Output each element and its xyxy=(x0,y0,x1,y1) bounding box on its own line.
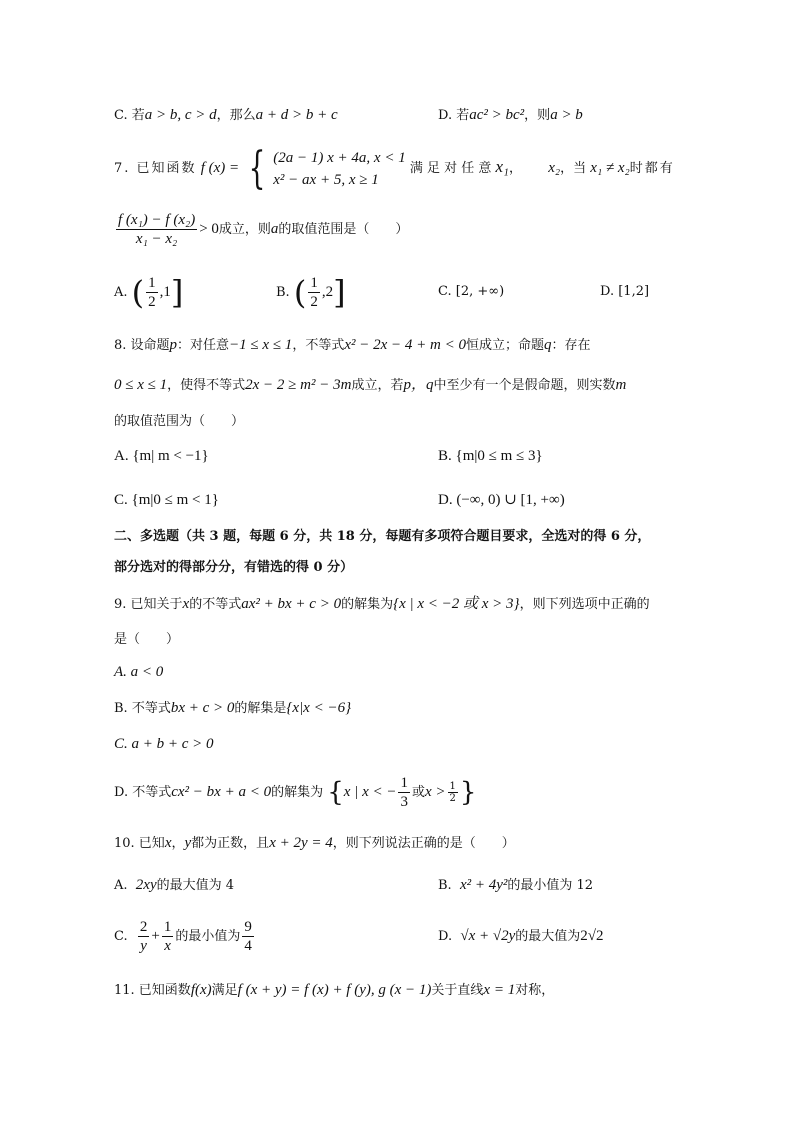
q8-option-b: B. {m|0 ≤ m ≤ 3} xyxy=(438,448,543,464)
q8-stem-line2: 0 ≤ x ≤ 1，使得不等式2x − 2 ≥ m² − 3m成立，若p，q中至少有一个是假命题，则实数m xyxy=(114,377,627,393)
q8-stem-line3: 的取值范围为（ ） xyxy=(114,414,245,429)
section2-heading-line1: 二、多选题（共 3 题，每题 6 分，共 18 分，每题有多项符合题目要求，全选对的得 6 分， xyxy=(114,529,651,544)
q9-option-c: C. a + b + c > 0 xyxy=(114,736,214,752)
q6-option-c: C. 若a > b, c > d，那么a + d > b + c xyxy=(114,107,338,123)
q9-stem-line1: 9. 已知关于x的不等式ax² + bx + c > 0的解集为{x | x < −2 或 x > 3}，则下列选项中正确的 xyxy=(114,596,650,612)
q8-option-d: D. (−∞, 0) ∪ [1, +∞) xyxy=(438,492,565,508)
q10-option-c: C. $\frac{2}{y}$ + $\frac{1}{x}$ 的最小值为 $\frac{9}{4}$ xyxy=(114,919,252,954)
left-brace-icon: { xyxy=(248,142,266,194)
q7-stem-line2: $\frac{\text{f (x₁) − f (x₂)}}{\text{x₁ − x₂}}$ > 0成立，则a的取值范围是（ ） xyxy=(118,212,409,247)
q10-option-b: B. x² + 4y²的最小值为 12 xyxy=(438,877,594,893)
q7-stem: 7. 已知函数 f (x) = { (2a − 1) x + 4a, x < 1 x² − ax + 5, x ≥ 1 满 足 对 任 意 x₁， x₂，当 x₁ ≠ x₂时都有 xyxy=(114,142,675,194)
q9-option-a: A. a < 0 xyxy=(114,664,164,680)
q10-option-a: A. 2xy的最大值为 4 xyxy=(114,877,235,893)
q9-option-b: B. 不等式bx + c > 0的解集是{x|x < −6} xyxy=(114,700,352,716)
q10-stem: 10. 已知x，y都为正数，且x + 2y = 4，则下列说法正确的是（ ） xyxy=(114,835,515,851)
q8-option-c: C. {m|0 ≤ m < 1} xyxy=(114,492,219,508)
q7-piecewise: { (2a − 1) x + 4a, x < 1 x² − ax + 5, x ≥ 1 xyxy=(248,142,406,194)
q6-option-d: D. 若ac² > bc²，则a > b xyxy=(438,107,583,123)
q9-stem-line2: 是（ ） xyxy=(114,632,180,647)
q7-option-a: A. ( $\frac{1}{2}$ ,1] xyxy=(114,273,184,312)
q7-fraction: $\frac{\text{f (x₁) − f (x₂)}}{\text{x₁ − x₂}}$ xyxy=(118,212,196,247)
q8-stem-line1: 8. 设命题p：对任意−1 ≤ x ≤ 1，不等式x² − 2x − 4 + m < 0恒成立；命题q：存在 xyxy=(114,337,591,353)
q11-stem: 11. 已知函数f(x)满足f (x + y) = f (x) + f (y), g (x − 1)关于直线x = 1对称， xyxy=(114,982,555,998)
q7-option-c: C. [2, +∞) xyxy=(438,284,505,299)
q7-option-d: D. [1,2] xyxy=(600,284,650,299)
section2-heading-line2: 部分选对的得部分分，有错选的得 0 分） xyxy=(114,560,354,575)
q8-option-a: A. {m| m < −1} xyxy=(114,448,209,464)
q7-option-b: B. ( $\frac{1}{2}$ ,2] xyxy=(276,273,346,312)
q9-option-d: D. 不等式cx² − bx + a < 0的解集为 {x | x < − $\frac{1}{3}$ 或x > $\frac{1}{2}$ } xyxy=(114,775,477,810)
q10-option-d: D. √x + √2y的最大值为2√2 xyxy=(438,928,604,944)
